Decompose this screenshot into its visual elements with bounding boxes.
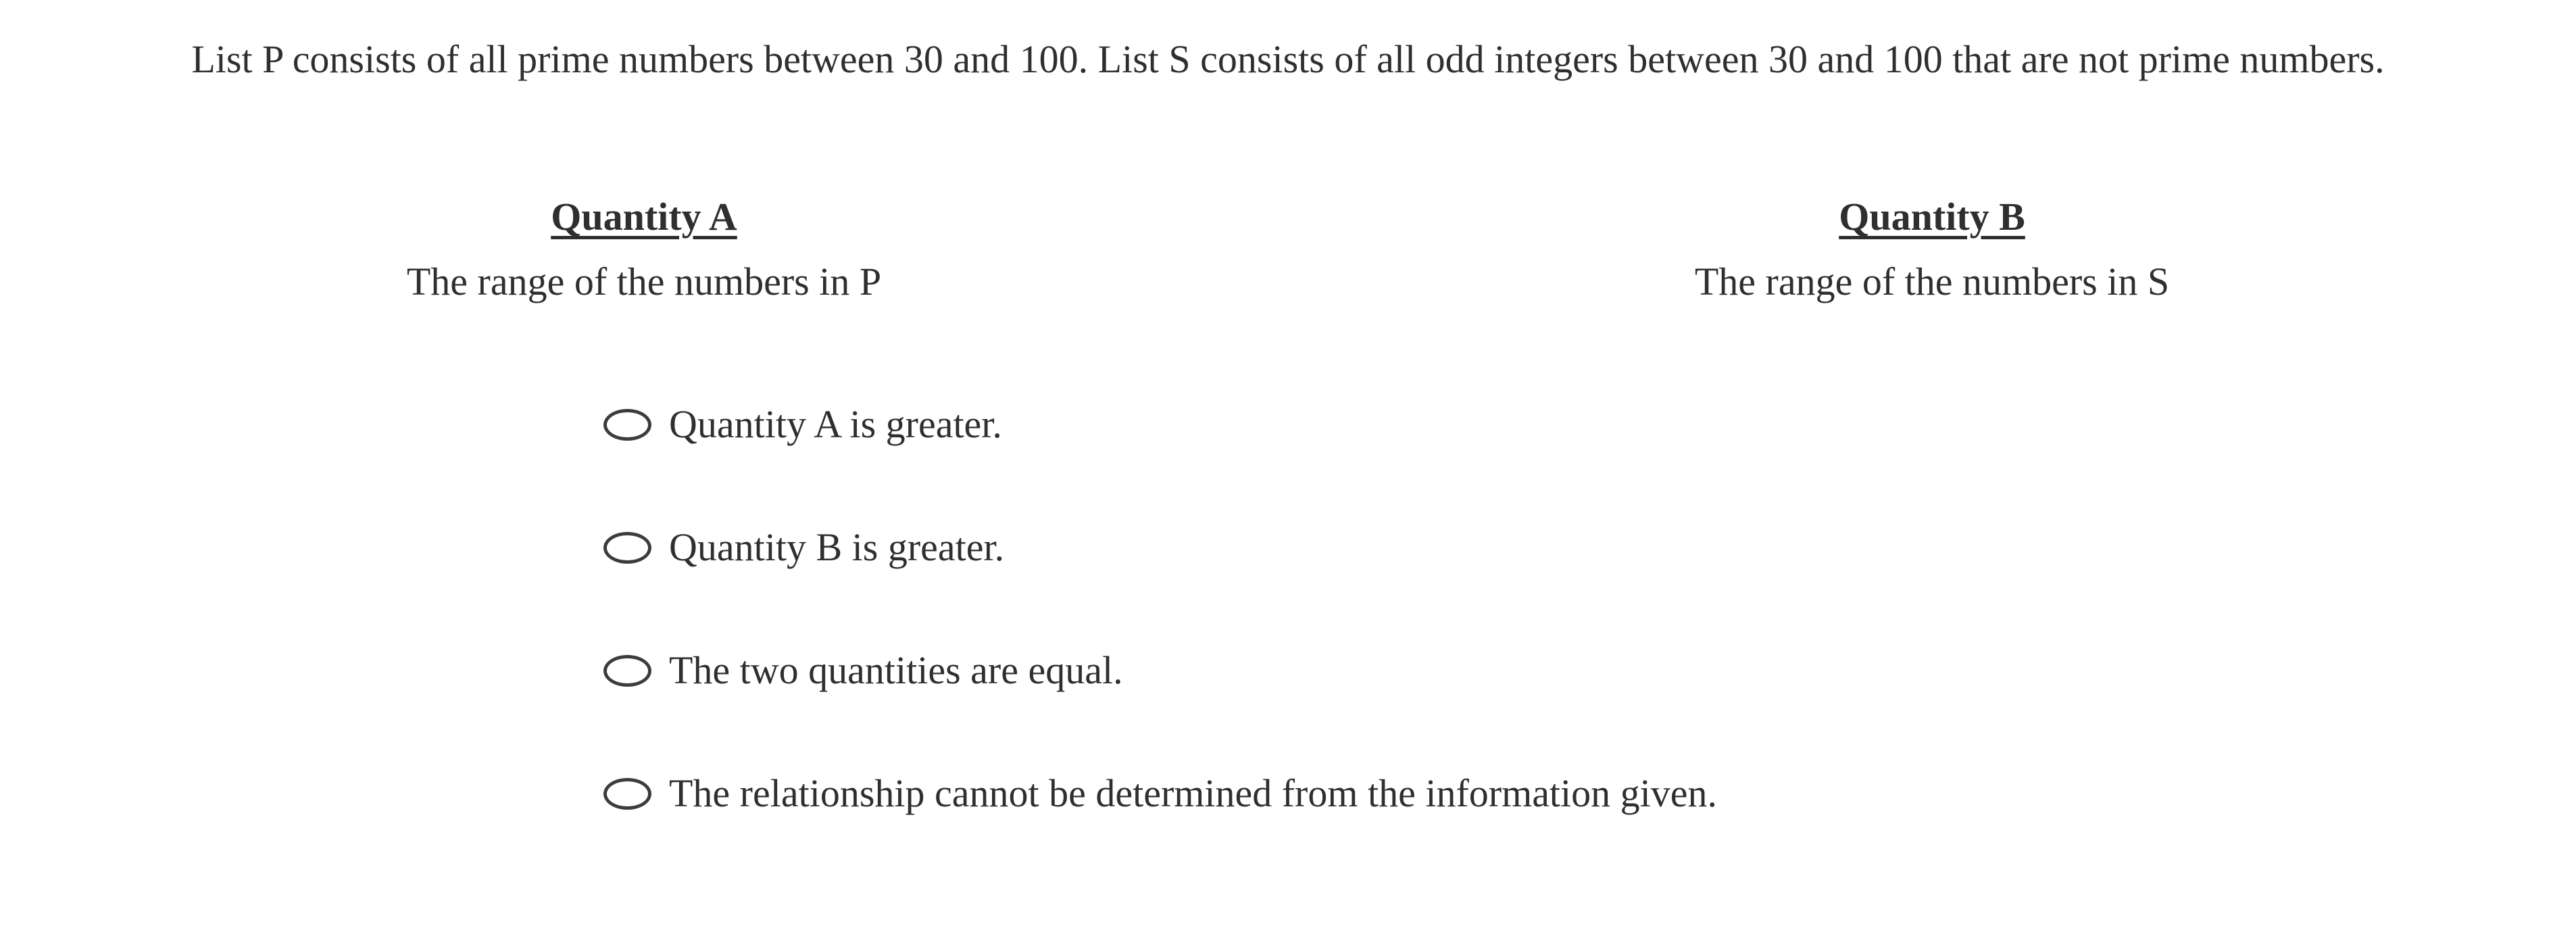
answer-option-c[interactable] <box>603 637 2576 704</box>
answer-option-c-label[interactable]: The two quantities are equal. <box>669 648 1123 692</box>
answer-option-b[interactable] <box>603 514 2576 581</box>
question-prompt: List P consists of all prime numbers between 30 and 100. List S consists of all odd integers between 30 and 100 that are not prime numbers. <box>191 37 2385 81</box>
answer-option-a[interactable] <box>603 391 2576 458</box>
quantity-a-header: Quantity A <box>551 195 737 239</box>
answer-option-b-label[interactable]: Quantity B is greater. <box>669 525 1005 569</box>
answer-option-a-label[interactable]: Quantity A is greater. <box>669 402 1002 446</box>
question-page <box>0 26 2576 926</box>
answer-option-d[interactable] <box>603 760 2576 827</box>
quantity-b-header: Quantity B <box>1839 195 2025 239</box>
radio-button-icon[interactable] <box>603 655 651 687</box>
quantities-row <box>0 193 2576 306</box>
quantity-a-description: The range of the numbers in P <box>406 260 882 303</box>
question-container <box>0 26 2576 926</box>
radio-button-icon[interactable] <box>603 532 651 564</box>
radio-button-icon[interactable] <box>603 778 651 810</box>
quantity-a-column <box>0 193 1288 306</box>
quantity-b-description: The range of the numbers in S <box>1694 260 2170 303</box>
answer-option-d-label[interactable]: The relationship cannot be determined from the information given. <box>669 771 1718 815</box>
quantity-b-column <box>1288 193 2576 306</box>
answer-options <box>603 391 2576 827</box>
radio-button-icon[interactable] <box>603 409 651 441</box>
